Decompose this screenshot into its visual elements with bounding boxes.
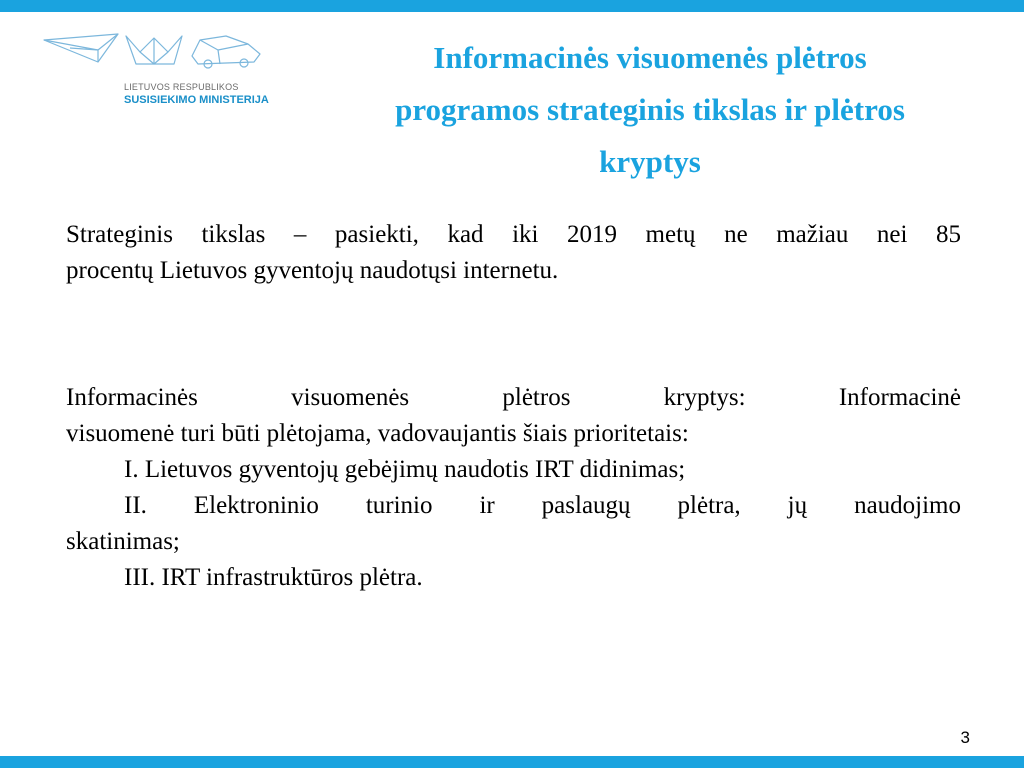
- bottom-accent-bar: [0, 756, 1024, 768]
- title-line: kryptys: [599, 144, 701, 179]
- title-line: Informacinės visuomenės plėtros: [433, 40, 867, 75]
- paragraph-line: procentų Lietuvos gyventojų naudotųsi internetu.: [66, 257, 559, 284]
- logo-text-country: LIETUVOS RESPUBLIKOS: [124, 82, 239, 92]
- priority-item: I. Lietuvos gyventojų gebėjimų naudotis IRT didinimas;: [124, 456, 686, 483]
- page-number: 3: [960, 728, 970, 747]
- title-line: programos strateginis tikslas ir plėtros: [395, 92, 905, 127]
- priority-item-continuation: skatinimas;: [66, 528, 180, 555]
- paragraph-line: Informacinės visuomenės plėtros kryptys: Informacinė: [66, 384, 961, 411]
- top-accent-bar: [0, 0, 1024, 12]
- priority-item: II. Elektroninio turinio ir paslaugų plėtra, jų naudojimo: [124, 492, 961, 519]
- paragraph-line: visuomenė turi būti plėtojama, vadovaujantis šiais prioritetais:: [66, 420, 689, 447]
- slide-title: [300, 32, 1000, 188]
- paragraph-line: Strateginis tikslas – pasiekti, kad iki 2019 metų ne mažiau nei 85: [66, 221, 961, 248]
- priority-item: III. IRT infrastruktūros plėtra.: [124, 564, 423, 591]
- directions-paragraph: [66, 380, 961, 596]
- ministry-logo: [40, 30, 270, 120]
- logo-text-ministry: SUSISIEKIMO MINISTERIJA: [124, 94, 269, 106]
- paper-boats-logo-icon: [40, 30, 270, 80]
- strategic-goal-paragraph: [66, 217, 961, 289]
